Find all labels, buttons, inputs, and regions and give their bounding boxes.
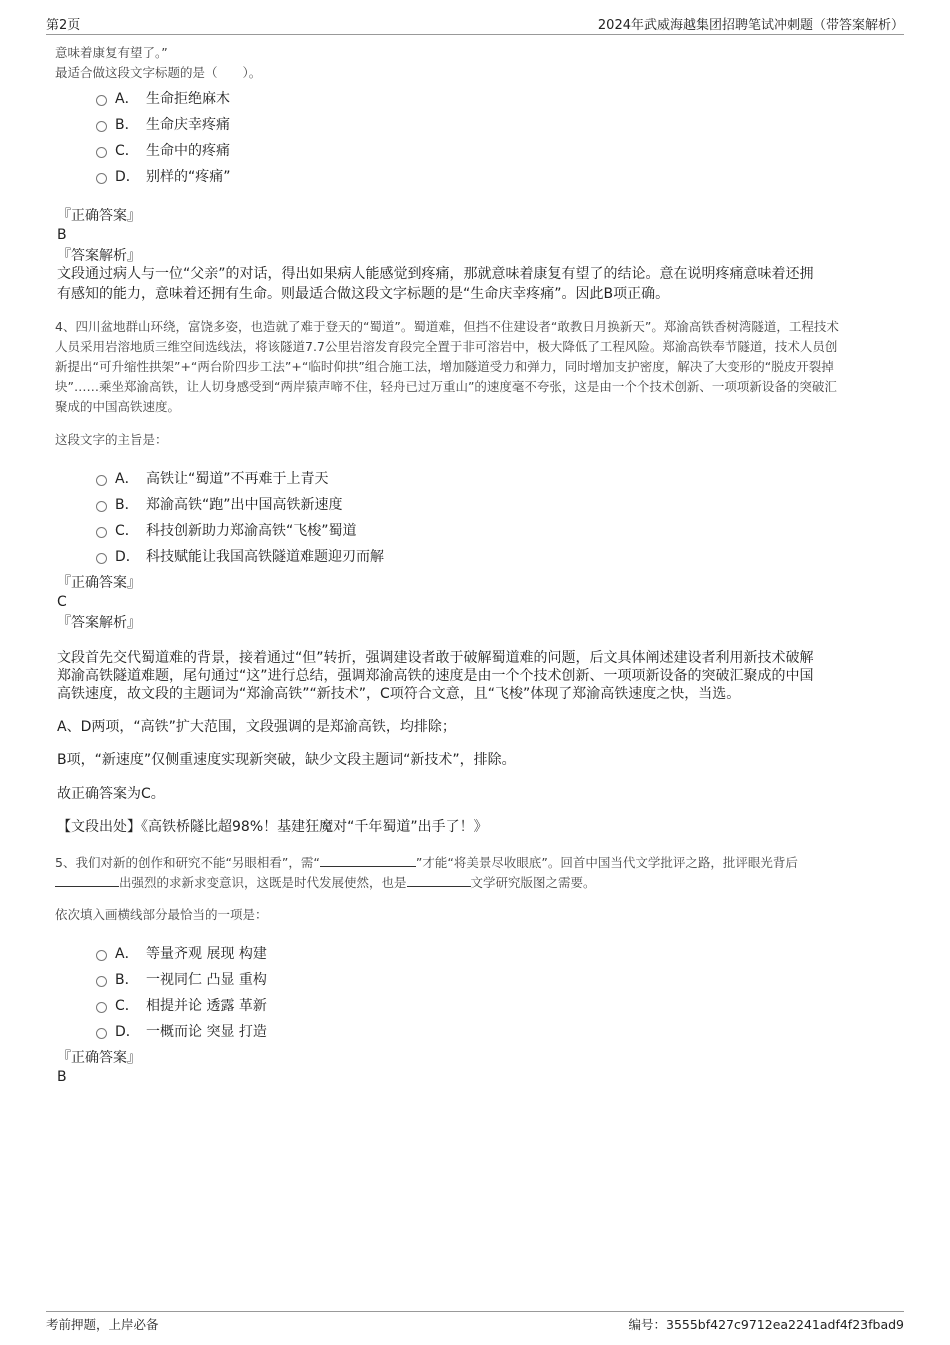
q4-passage-line-5: 聚成的中国高铁速度。 xyxy=(55,399,181,414)
q4-answer: C xyxy=(57,594,67,610)
q4-option-c[interactable]: C． 科技创新助力郑渝高铁“飞梭”蜀道 xyxy=(96,520,357,540)
radio-icon[interactable] xyxy=(96,475,107,486)
q3-option-a[interactable]: A． 生命拒绝麻木 xyxy=(96,88,230,108)
q5-stem-line-2: 出强烈的求新求变意识，这既是时代发展使然，也是 文学研究版图之需要。 xyxy=(55,872,895,893)
q5-option-a[interactable]: A． 等量齐观 展现 构建 xyxy=(96,943,267,963)
radio-icon[interactable] xyxy=(96,95,107,106)
q5-option-b[interactable]: B． 一视同仁 凸显 重构 xyxy=(96,969,267,989)
page-footer xyxy=(46,1311,904,1335)
q3-option-c[interactable]: C． 生命中的疼痛 xyxy=(96,140,230,160)
q4-option-b[interactable]: B． 郑渝高铁“跑”出中国高铁新速度 xyxy=(96,494,343,514)
page-header xyxy=(46,14,904,35)
radio-icon[interactable] xyxy=(96,1028,107,1039)
radio-icon[interactable] xyxy=(96,1002,107,1013)
q4-analysis-line-2: 郑渝高铁隧道难题，尾句通过“这”进行总结，强调郑渝高铁的速度是由一个个技术创新、一项项新设备的突破汇聚成的中国 xyxy=(57,668,814,684)
q4-option-d[interactable]: D． 科技赋能让我国高铁隧道难题迎刃而解 xyxy=(96,546,384,566)
fill-blank-1 xyxy=(320,852,416,867)
q5-answer-label: 『正确答案』 xyxy=(57,1050,141,1066)
q3-option-d[interactable]: D． 别样的“疼痛” xyxy=(96,166,231,186)
q4-analysis-label: 『答案解析』 xyxy=(57,615,141,631)
q4-answer-label: 『正确答案』 xyxy=(57,575,141,591)
q3-answer: B xyxy=(57,227,67,243)
q3-passage-tail: 意味着康复有望了。” xyxy=(55,45,168,60)
q5-option-d[interactable]: D． 一概而论 突显 打造 xyxy=(96,1021,267,1041)
q3-analysis-line-2: 有感知的能力，意味着还拥有生命。则最适合做这段文字标题的是“生命庆幸疼痛”。因此B项正确。 xyxy=(57,286,670,302)
q4-source: 【文段出处】《高铁桥隧比超98%！基建狂魔对“千年蜀道”出手了！》 xyxy=(57,819,488,835)
q3-option-b[interactable]: B． 生命庆幸疼痛 xyxy=(96,114,230,134)
radio-icon[interactable] xyxy=(96,147,107,158)
fill-blank-2 xyxy=(55,872,119,887)
radio-icon[interactable] xyxy=(96,553,107,564)
q4-passage-line-3: 新提出“可升缩性拱架”+“两台阶四步工法”+“临时仰拱”组合施工法，增加隧道受力和弹力，同时增加支护密度，解决了大变形的“脱皮开裂掉 xyxy=(55,359,834,374)
radio-icon[interactable] xyxy=(96,950,107,961)
q4-passage-line-1: 4、四川盆地群山环绕，富饶多姿，也造就了难于登天的“蜀道”。蜀道难，但挡不住建设者“敢教日月换新天”。郑渝高铁香树湾隧道，工程技术 xyxy=(55,319,839,334)
q4-passage-line-2: 人员采用岩溶地质三维空间选线法，将该隧道7.7公里岩溶发育段完全置于非可溶岩中，极大降低了工程风险。郑渝高铁奉节隧道，技术人员创 xyxy=(55,339,838,354)
q4-analysis-line-3: 高铁速度，故文段的主题词为“郑渝高铁”“新技术”，C项符合文意，且“飞梭”体现了郑渝高铁速度之快，当选。 xyxy=(57,686,741,702)
page-number: 第2页 xyxy=(46,18,81,33)
fill-blank-3 xyxy=(407,872,471,887)
q4-option-a[interactable]: A． 高铁让“蜀道”不再难于上青天 xyxy=(96,468,329,488)
radio-icon[interactable] xyxy=(96,976,107,987)
q5-stem-line-1: 5、我们对新的创作和研究不能“另眼相看”，需“ ”才能“将美景尽收眼底”。回首中国当代文学批评之路，批评眼光背后 xyxy=(55,852,895,873)
q4-conclusion: 故正确答案为C。 xyxy=(57,786,165,802)
footer-slogan: 考前押题，上岸必备 xyxy=(46,1317,159,1332)
q5-prompt: 依次填入画横线部分最恰当的一项是： xyxy=(55,907,268,922)
radio-icon[interactable] xyxy=(96,501,107,512)
document-title: 2024年武威海越集团招聘笔试冲刺题（带答案解析） xyxy=(597,18,904,33)
q4-note-ad: A、D两项，“高铁”扩大范围，文段强调的是郑渝高铁，均排除； xyxy=(57,719,456,735)
q3-prompt: 最适合做这段文字标题的是（ ）。 xyxy=(55,65,262,80)
q3-answer-label: 『正确答案』 xyxy=(57,208,141,224)
radio-icon[interactable] xyxy=(96,173,107,184)
q5-option-c[interactable]: C． 相提并论 透露 革新 xyxy=(96,995,267,1015)
q4-passage-line-4: 块”……乘坐郑渝高铁，让人切身感受到“两岸猿声啼不住，轻舟已过万重山”的速度毫不夸张，这是由一个个技术创新、一项项新设备的突破汇 xyxy=(55,379,837,394)
q3-analysis-line-1: 文段通过病人与一位“父亲”的对话，得出如果病人能感觉到疼痛，那就意味着康复有望了的结论。意在说明疼痛意味着还拥 xyxy=(57,266,814,282)
document-id: 编号：3555bf427c9712ea2241adf4f23fbad9 xyxy=(628,1317,904,1332)
q4-analysis-line-1: 文段首先交代蜀道难的背景，接着通过“但”转折，强调建设者敢于破解蜀道难的问题，后文具体阐述建设者利用新技术破解 xyxy=(57,650,814,666)
q4-prompt: 这段文字的主旨是： xyxy=(55,432,168,447)
radio-icon[interactable] xyxy=(96,121,107,132)
q3-analysis-label: 『答案解析』 xyxy=(57,248,141,264)
q4-note-b: B项，“新速度”仅侧重速度实现新突破，缺少文段主题词“新技术”，排除。 xyxy=(57,752,516,768)
q5-answer: B xyxy=(57,1069,67,1085)
radio-icon[interactable] xyxy=(96,527,107,538)
